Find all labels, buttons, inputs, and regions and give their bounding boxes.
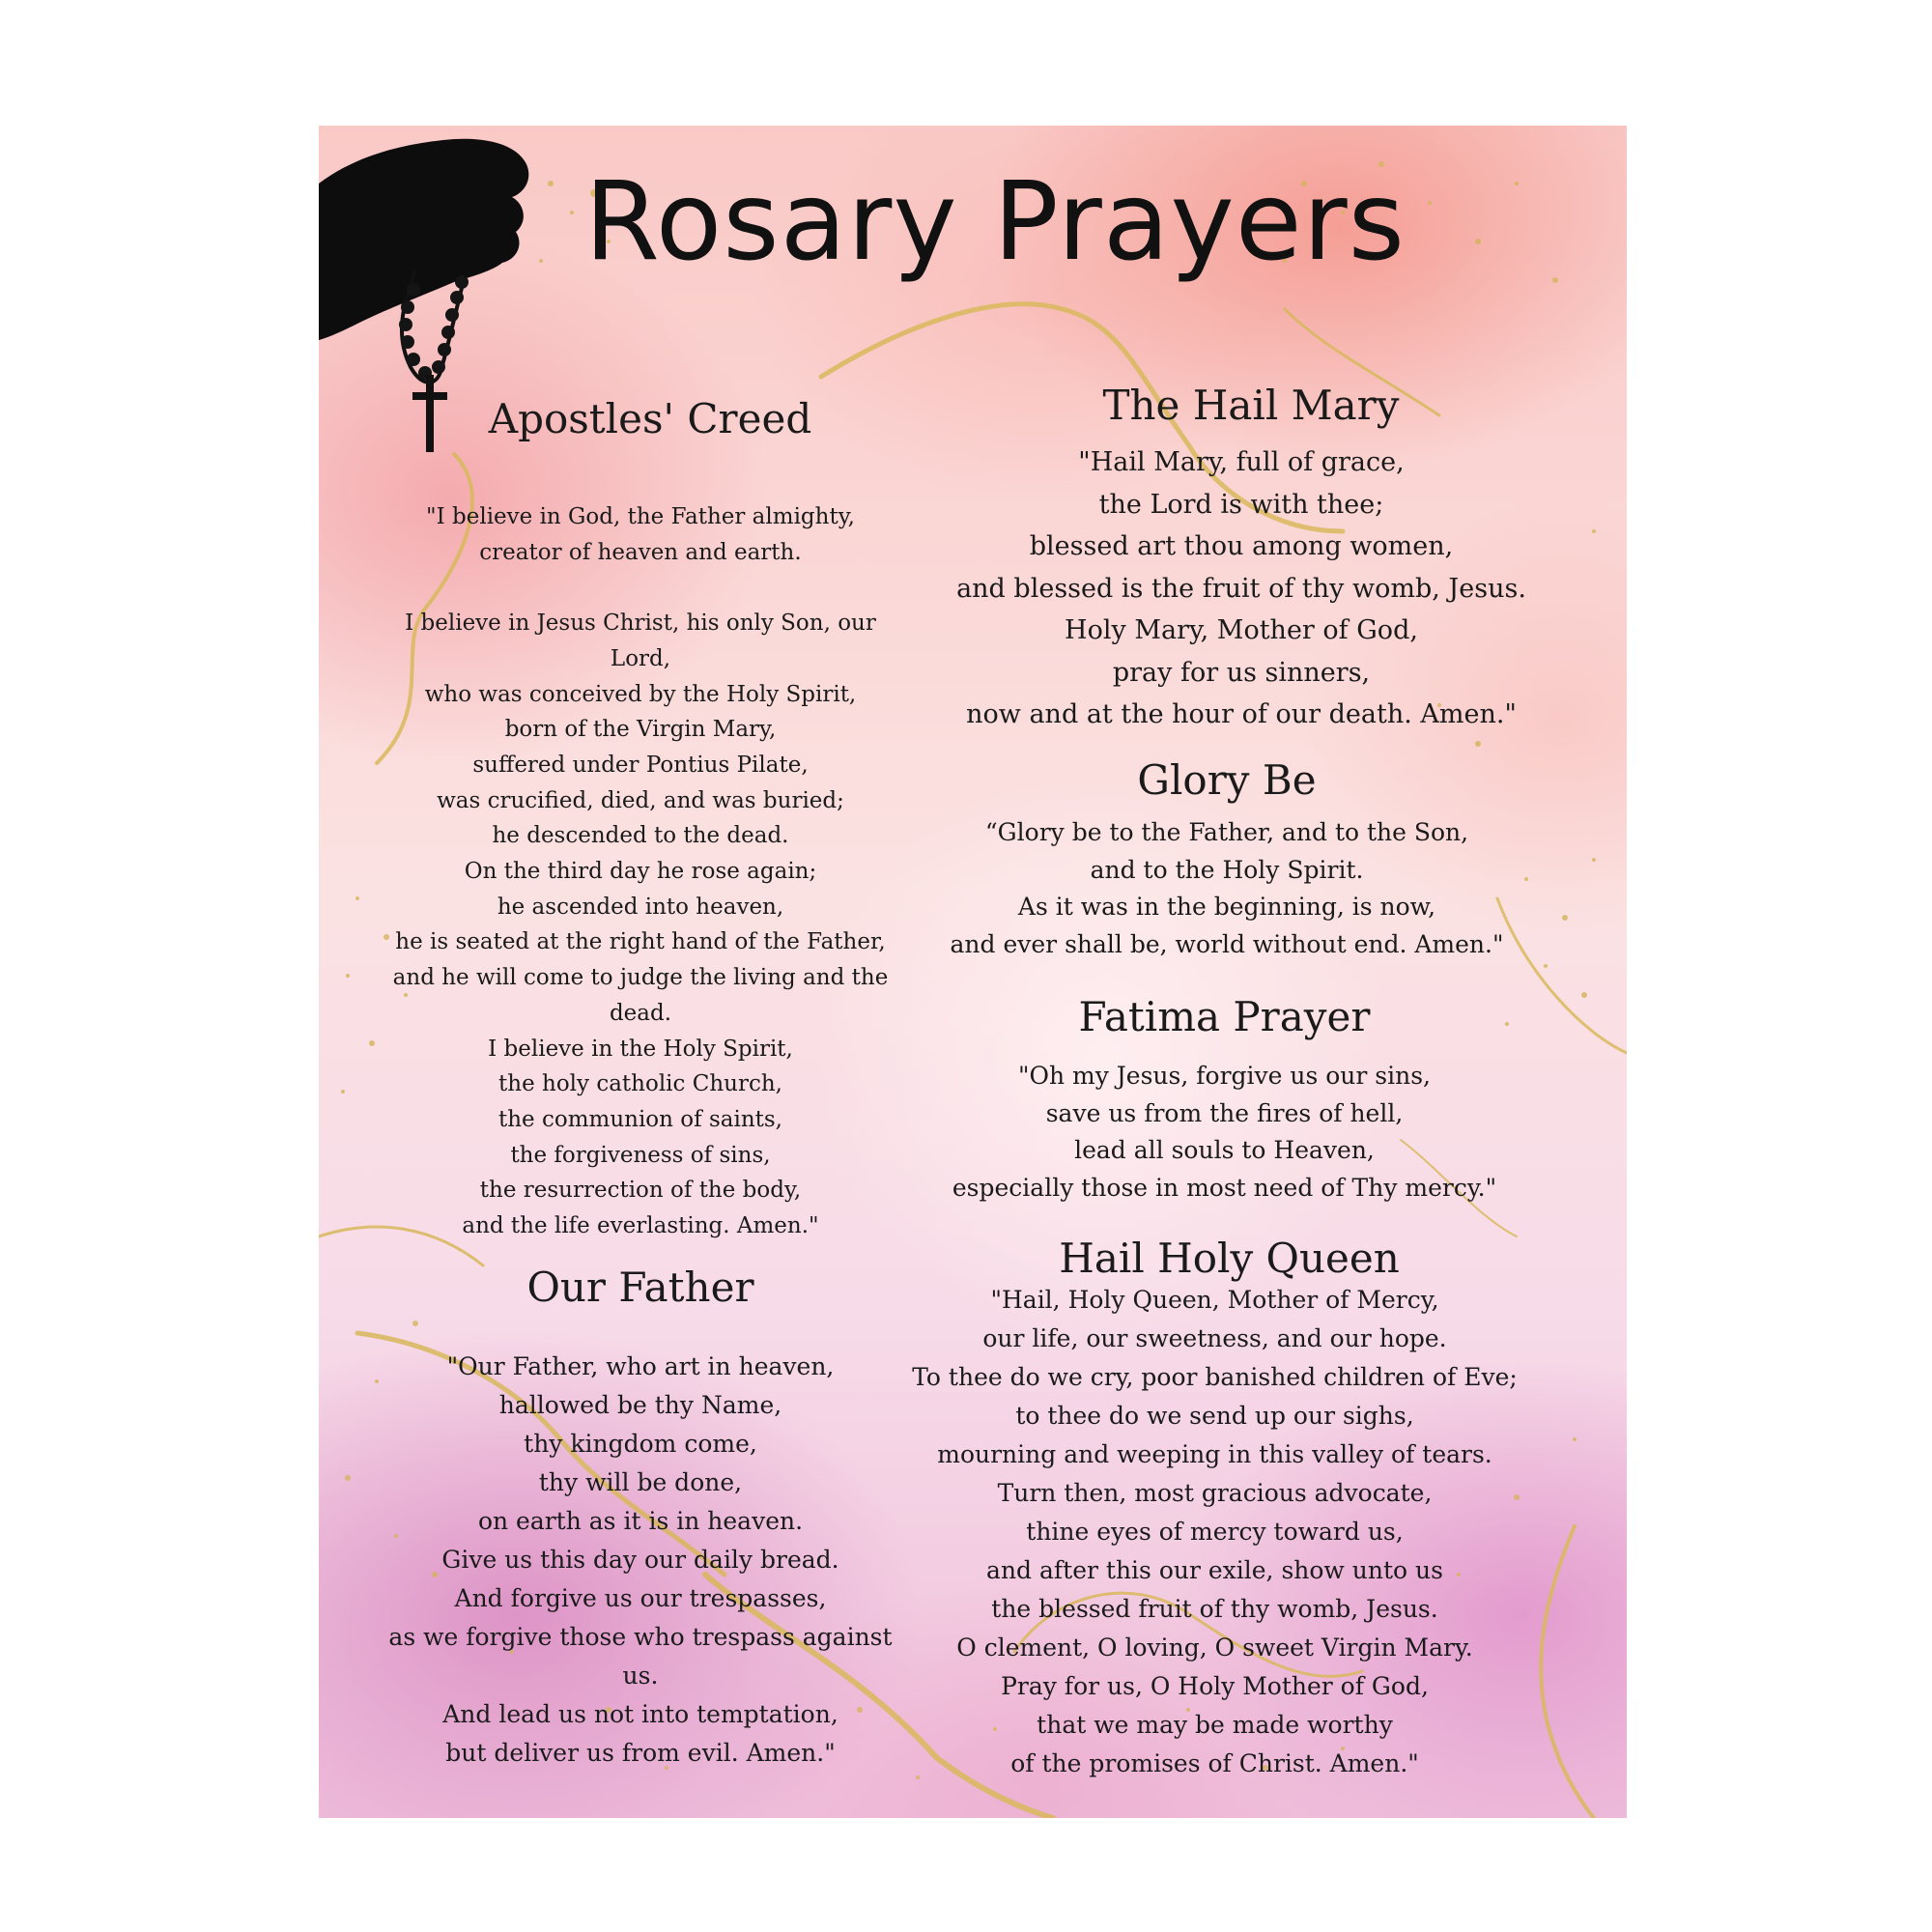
prayer-line: "Our Father, who art in heaven, [446,1352,835,1380]
prayer-line: blessed art thou among women, [1029,531,1454,561]
prayer-line: save us from the fires of hell, [1045,1098,1404,1127]
prayer-line: Holy Mary, Mother of God, [1065,615,1418,645]
prayer-line: thy will be done, [538,1468,743,1496]
prayer-line: Lord, [610,645,671,671]
prayer-line: hallowed be thy Name, [498,1391,782,1419]
prayer-line: As it was in the beginning, is now, [1017,893,1436,921]
prayer-line: and after this our exile, show unto us [986,1556,1443,1584]
prayer-line: suffered under Pontius Pilate, [472,752,809,778]
prayer-line: and he will come to judge the living and the [392,965,889,991]
prayer-line: “Glory be to the Father, and to the Son, [984,818,1469,846]
prayer-line: to thee do we send up our sighs, [1015,1402,1414,1430]
apostles-creed-heading: Apostles' Creed [488,395,812,442]
prayer-line: but deliver us from evil. Amen." [445,1739,836,1767]
prayer-line: Give us this day our daily bread. [441,1546,839,1574]
prayer-line: us. [622,1662,659,1690]
prayer-line: especially those in most need of Thy mercy." [952,1173,1497,1202]
prayer-line: Turn then, most gracious advocate, [997,1479,1433,1507]
prayer-line: "I believe in God, the Father almighty, [426,504,855,529]
prayer-line: the resurrection of the body, [479,1178,802,1204]
fatima-prayer-text [874,1058,1575,1207]
prayer-line: our life, our sweetness, and our hope. [982,1324,1447,1352]
our-father-text [365,1348,916,1773]
prayer-line: was crucified, died, and was buried; [437,787,844,813]
prayer-line: To thee do we cry, poor banished children of Eve; [912,1363,1518,1391]
glory-be-heading: Glory Be [1137,756,1317,804]
prayer-line: creator of heaven and earth. [479,539,802,565]
prayer-line: and to the Holy Spirit. [1090,855,1364,884]
prayer-line: now and at the hour of our death. Amen." [966,699,1517,729]
prayer-line: and the life everlasting. Amen." [462,1213,819,1239]
glory-be-text [879,814,1575,963]
prayer-line: lead all souls to Heaven, [1074,1136,1375,1164]
prayer-line: he ascended into heaven, [497,894,784,920]
our-father-heading: Our Father [526,1264,754,1311]
prayer-line: of the promises of Christ. Amen." [1010,1749,1419,1777]
prayer-line: thy kingdom come, [524,1430,757,1458]
hail-mary-text [908,441,1575,736]
prayer-line: On the third day he rose again; [464,859,817,885]
prayer-line: and ever shall be, world without end. Amen." [950,929,1504,958]
prayer-line: thine eyes of mercy toward us, [1026,1518,1404,1546]
prayer-line: as we forgive those who trespass against [388,1623,893,1651]
prayer-line [365,570,916,606]
hail-holy-queen-text [855,1281,1575,1783]
prayer-line: the Lord is with thee; [1098,489,1384,520]
prayer-line: O clement, O loving, O sweet Virgin Mary. [956,1634,1473,1662]
apostles-creed-text [365,499,916,1244]
prayer-line: dead. [609,1000,672,1026]
rosary-prayers-sheet [319,126,1627,1818]
prayer-line: mourning and weeping in this valley of tears. [937,1440,1492,1468]
prayer-line: "Oh my Jesus, forgive us our sins, [1017,1062,1432,1090]
prayer-line: he descended to the dead. [492,823,789,849]
prayer-line: And forgive us our trespasses, [454,1584,827,1612]
prayer-line: on earth as it is in heaven. [477,1507,804,1535]
prayer-line: born of the Virgin Mary, [504,717,777,743]
prayer-line: And lead us not into temptation, [442,1700,838,1728]
prayer-line: I believe in Jesus Christ, his only Son, our [405,611,876,637]
prayer-line: the blessed fruit of thy womb, Jesus. [991,1595,1438,1623]
prayer-line: the holy catholic Church, [498,1071,782,1097]
prayer-line: I believe in the Holy Spirit, [488,1036,793,1062]
prayer-line: he is seated at the right hand of the Father, [395,929,886,955]
prayer-line: pray for us sinners, [1112,657,1371,688]
prayer-line: that we may be made worthy [1037,1711,1393,1739]
page-title: Rosary Prayers [583,159,1406,285]
prayer-line: Pray for us, O Holy Mother of God, [1001,1672,1429,1700]
prayer-line: "Hail, Holy Queen, Mother of Mercy, [990,1286,1439,1314]
prayer-line: and blessed is the fruit of thy womb, Jesus. [956,573,1526,604]
hail-holy-queen-heading: Hail Holy Queen [1059,1235,1400,1282]
fatima-prayer-heading: Fatima Prayer [1078,993,1371,1040]
prayer-line: who was conceived by the Holy Spirit, [424,681,857,707]
prayer-line: the communion of saints, [498,1106,782,1132]
prayer-line: the forgiveness of sins, [510,1142,771,1168]
prayer-line: "Hail Mary, full of grace, [1078,447,1405,477]
hail-mary-heading: The Hail Mary [1102,382,1400,429]
